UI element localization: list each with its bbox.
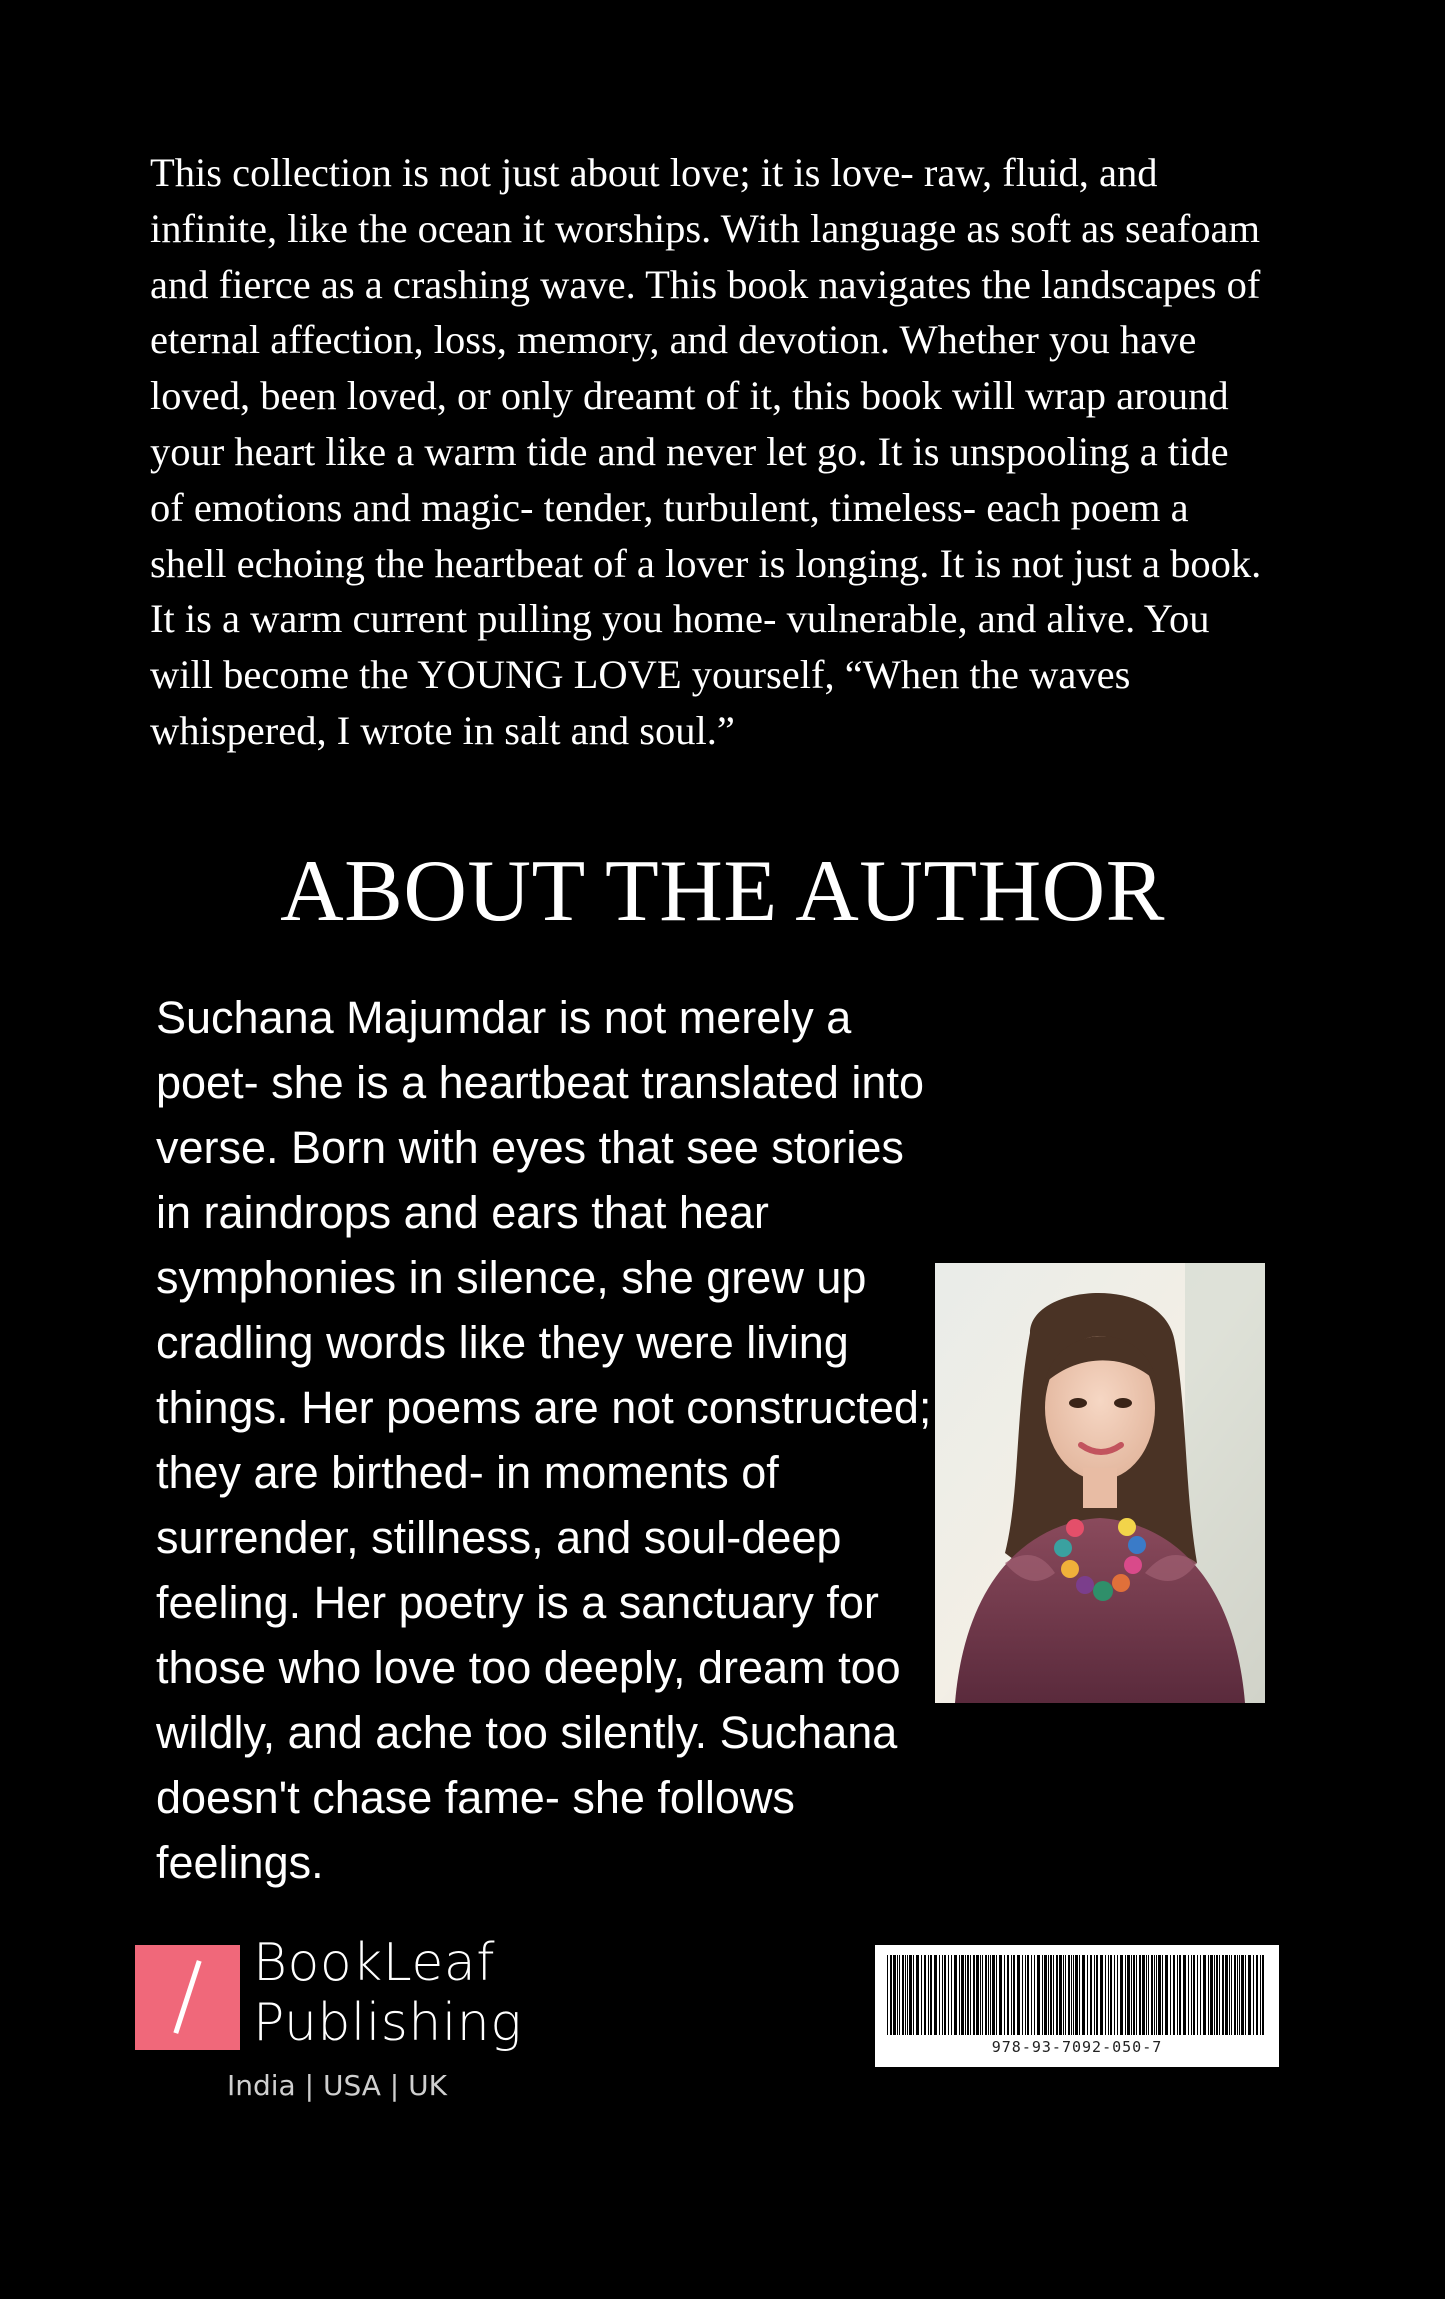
about-author-heading: ABOUT THE AUTHOR <box>280 843 1165 940</box>
author-photo <box>935 1263 1265 1703</box>
publisher-regions: India | USA | UK <box>227 2069 447 2102</box>
isbn-barcode <box>875 1945 1279 2067</box>
back-cover-blurb: This collection is not just about love; it is love- raw, fluid, and infinite, like the ocean it worships. With language as soft as seafoam and fierce as a crashing wave. This book navigates the landscapes of eternal affection, loss, memory, and devotion. Whether you have loved, been loved, or only dreamt of it, this book will wrap around your heart like a warm tide and never let go. It is unspooling a tide of emotions and magic- tender, turbulent, timeless- each poem a shell echoing the heartbeat of a lover is longing. It is not just a book. It is a warm current pulling you home- vulnerable, and alive. You will become the YOUNG LOVE yourself, “When the waves whispered, I wrote in salt and soul.” <box>150 150 1262 753</box>
barcode-icon <box>885 1955 1269 2035</box>
bookleaf-logo-icon <box>135 1945 240 2050</box>
isbn-number: 978-93-7092-050-7 <box>991 2038 1163 2056</box>
publisher-name-line1: BookLeaf <box>253 1933 496 1993</box>
author-bio: Suchana Majumdar is not merely a poet- she is a heartbeat translated into verse. Born with eyes that see stories in raindrops and ears that hear symphonies in silence, she grew up cradling words like they were living things. Her poems are not constructed; they are birthed- in moments of surrender, stillness, and soul-deep feeling. Her poetry is a sanctuary for those who love too deeply, dream too wildly, and ache too silently. Suchana doesn't chase fame- she follows feelings. <box>156 992 932 1888</box>
publisher-logo <box>135 1933 555 2125</box>
publisher-name-line2: Publishing <box>253 1993 522 2053</box>
publisher-name <box>253 1933 522 2053</box>
